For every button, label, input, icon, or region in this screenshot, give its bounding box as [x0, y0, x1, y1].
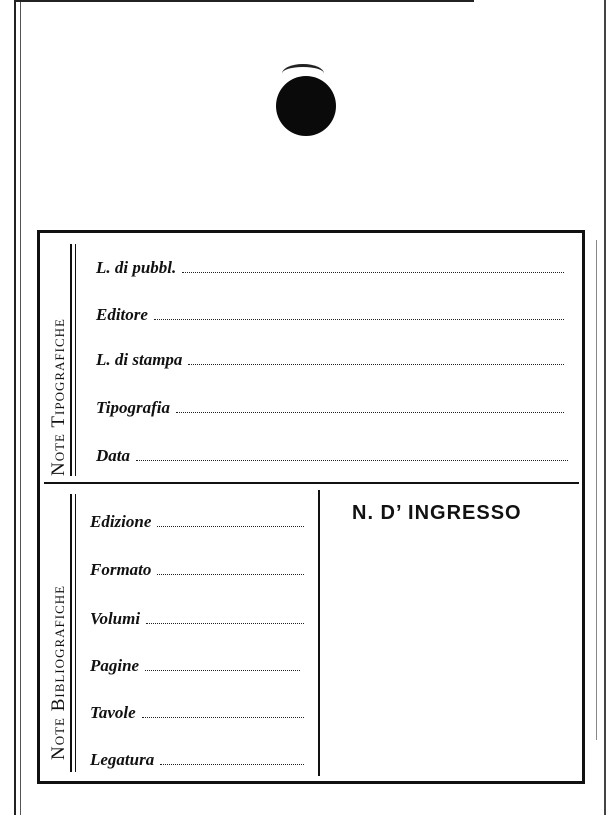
- field-volumi[interactable]: [90, 609, 304, 629]
- field-legatura[interactable]: [90, 750, 304, 770]
- dotted-line: [146, 622, 304, 624]
- field-label: Edizione: [90, 512, 152, 531]
- field-tipografia[interactable]: [96, 398, 564, 418]
- numero-ingresso-label: N. D’ INGRESSO: [352, 502, 522, 524]
- field-label: Volumi: [90, 609, 141, 628]
- field-label: Tipografia: [96, 398, 170, 417]
- field-label: Legatura: [90, 750, 155, 769]
- dotted-line: [157, 525, 304, 527]
- biblio-rule-thick: [70, 494, 72, 772]
- field-label: Tavole: [90, 703, 136, 722]
- field-luogo-stampa[interactable]: [96, 350, 564, 370]
- card-left-edge: [14, 0, 21, 815]
- field-data[interactable]: [96, 446, 568, 466]
- section-title-bibliografiche: Note Bibliografiche: [48, 584, 69, 760]
- section-divider: [44, 482, 579, 484]
- field-tavole[interactable]: [90, 703, 304, 723]
- biblio-rule-thin: [75, 494, 76, 772]
- tipo-rule-thin: [75, 244, 76, 476]
- dotted-line: [188, 363, 564, 365]
- dotted-line: [182, 271, 564, 273]
- dotted-line: [145, 669, 300, 671]
- dotted-line: [142, 716, 304, 718]
- field-label: L. di pubbl.: [96, 258, 177, 277]
- field-label: Data: [96, 446, 130, 465]
- card-right-edge: [604, 0, 606, 815]
- field-label: Editore: [96, 305, 148, 324]
- punch-hole: [276, 76, 336, 136]
- tipo-rule-thick: [70, 244, 72, 476]
- dotted-line: [176, 411, 564, 413]
- field-pagine[interactable]: [90, 656, 300, 676]
- dotted-line: [157, 573, 304, 575]
- field-label: L. di stampa: [96, 350, 183, 369]
- dotted-line: [160, 763, 304, 765]
- card-top-edge: [14, 0, 474, 2]
- field-label: Formato: [90, 560, 152, 579]
- field-formato[interactable]: [90, 560, 304, 580]
- ingresso-divider: [318, 490, 320, 776]
- dotted-line: [154, 318, 564, 320]
- section-title-tipografiche: Note Tipografiche: [48, 318, 69, 476]
- field-edizione[interactable]: [90, 512, 304, 532]
- card-right-inner-edge: [596, 240, 597, 740]
- field-editore[interactable]: [96, 305, 564, 325]
- field-label: Pagine: [90, 656, 140, 675]
- field-luogo-pubblicazione[interactable]: [96, 258, 564, 278]
- dotted-line: [136, 459, 568, 461]
